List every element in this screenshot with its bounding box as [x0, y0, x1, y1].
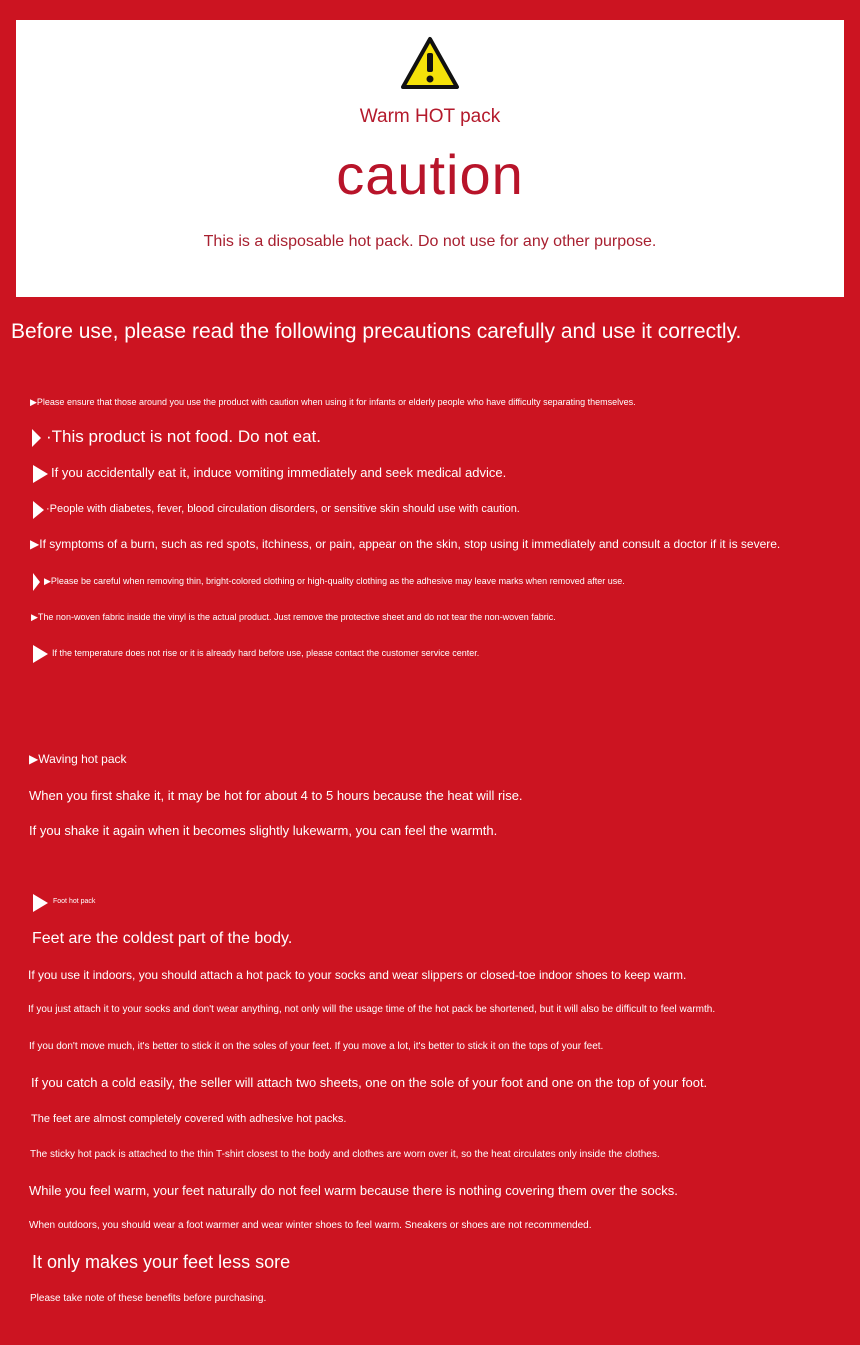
foot-line: While you feel warm, your feet naturally do not feel warm because there is nothing covering them over the socks.	[29, 1183, 678, 1198]
warning-triangle-icon	[400, 36, 460, 90]
product-subtitle: Warm HOT pack	[359, 106, 501, 127]
foot-line: The feet are almost completely covered with adhesive hot packs.	[31, 1113, 347, 1125]
foot-section-heading: Feet are the coldest part of the body.	[32, 930, 293, 947]
precaution-item: ·This product is not food. Do not eat.	[46, 427, 321, 446]
waving-line: If you shake it again when it becomes slightly lukewarm, you can feel the warmth.	[29, 823, 498, 838]
bullet-arrow-icon	[33, 894, 48, 912]
caution-title: caution	[336, 143, 524, 206]
header-description: This is a disposable hot pack. Do not use for any other purpose.	[203, 233, 657, 250]
precaution-item: ▶Please ensure that those around you use the product with caution when using it for infants or elderly people who have difficulty separating themselves.	[30, 397, 636, 407]
waving-section-heading: ▶Waving hot pack	[29, 752, 127, 766]
foot-line: The sticky hot pack is attached to the thin T-shirt closest to the body and clothes are worn over it, so the heat circulates only inside the clothes.	[30, 1149, 660, 1160]
intro-heading: Before use, please read the following precautions carefully and use it correctly.	[11, 320, 742, 343]
precaution-item: If you accidentally eat it, induce vomiting immediately and seek medical advice.	[51, 465, 507, 480]
foot-line: If you just attach it to your socks and don't wear anything, not only will the usage time of the hot pack be shortened, but it will also be difficult to feel warmth.	[28, 1004, 716, 1015]
bullet-arrow-icon	[33, 645, 48, 663]
purchase-note: Please take note of these benefits before purchasing.	[30, 1293, 267, 1304]
caution-header-panel	[16, 20, 844, 297]
foot-line: If you catch a cold easily, the seller will attach two sheets, one on the sole of your foot and one on the top of your foot.	[31, 1075, 708, 1090]
precaution-item: ·People with diabetes, fever, blood circulation disorders, or sensitive skin should use with caution.	[46, 503, 520, 515]
closing-statement: It only makes your feet less sore	[32, 1252, 291, 1272]
precaution-item: ▶If symptoms of a burn, such as red spots, itchiness, or pain, appear on the skin, stop using it immediately and consult a doctor if it is severe.	[30, 537, 781, 551]
waving-line: When you first shake it, it may be hot for about 4 to 5 hours because the heat will rise.	[29, 788, 523, 803]
precaution-item: ▶The non-woven fabric inside the vinyl is the actual product. Just remove the protective sheet and do not tear the non-woven fabric.	[31, 612, 556, 622]
precaution-item: ▶Please be careful when removing thin, bright-colored clothing or high-quality clothing as the adhesive may leave marks when removed after use.	[44, 576, 625, 586]
bullet-arrow-icon	[32, 429, 41, 447]
precaution-item: If the temperature does not rise or it is already hard before use, please contact the customer service center.	[52, 648, 480, 658]
foot-section-label: Foot hot pack	[53, 898, 96, 905]
foot-line: When outdoors, you should wear a foot warmer and wear winter shoes to feel warm. Sneakers or shoes are not recommended.	[29, 1220, 592, 1231]
bullet-arrow-icon	[33, 465, 48, 483]
foot-line: If you don't move much, it's better to stick it on the soles of your feet. If you move a lot, it's better to stick it on the tops of your feet.	[29, 1041, 604, 1052]
foot-line: If you use it indoors, you should attach a hot pack to your socks and wear slippers or closed-toe indoor shoes to keep warm.	[28, 968, 687, 982]
bullet-arrow-icon	[33, 573, 40, 591]
bullet-arrow-icon	[33, 501, 44, 519]
